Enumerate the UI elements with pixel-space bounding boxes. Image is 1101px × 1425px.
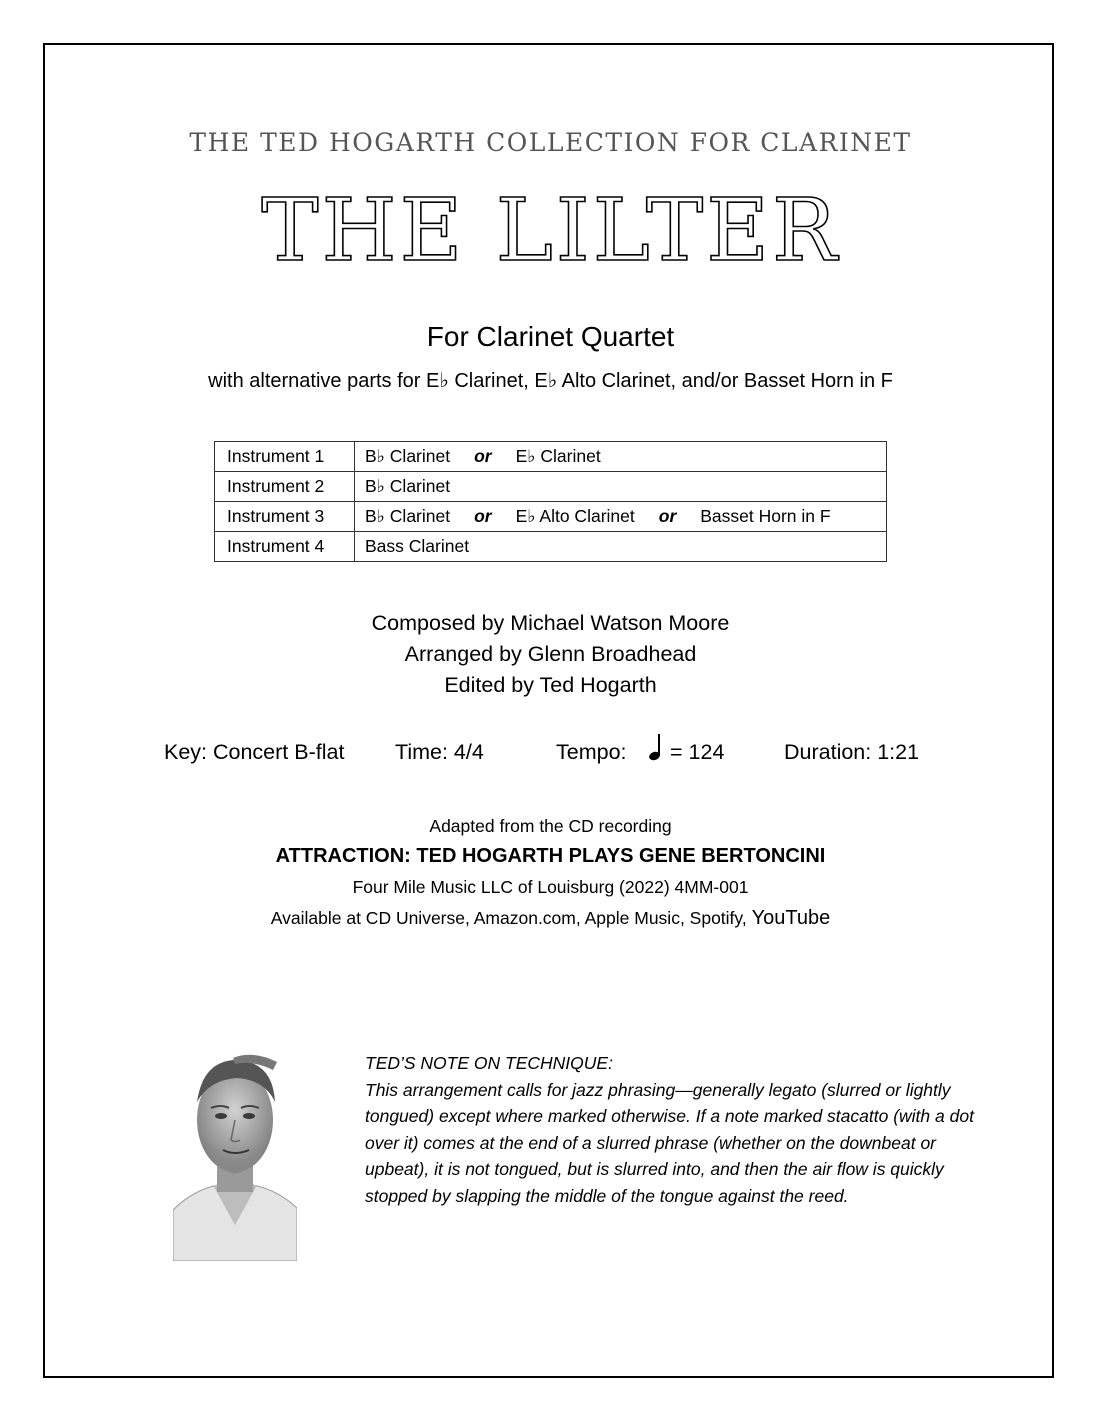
availability-youtube: YouTube [751,907,831,929]
instrument-options [355,472,887,502]
portrait-photo [173,1050,297,1261]
editor-credit: Edited by Ted Hogarth [444,673,657,697]
technique-note-body: This arrangement calls for jazz phrasing—generally legato (slurred or lightly tongued) except where marked otherwise. If a note marked stacatto (with a dot over it) comes at the end of a slurred phrase (whether on the downbeat or upbeat), it is not tongued, but is slurred into, and then the air flow is quickly stopped by slapping the middle of the tongue against the reed. [365,1079,974,1206]
instrument-option: B♭ Clarinet [365,505,451,526]
portrait-photo-icon [173,1050,297,1261]
cd-title: ATTRACTION: TED HOGARTH PLAYS GENE BERTONCINI [275,845,826,867]
instrument-table [214,441,887,562]
technique-note [365,1050,985,1209]
time-signature: Time: 4/4 [395,740,484,764]
piece-metadata [0,738,1101,772]
subtitle: For Clarinet Quartet [426,321,675,352]
instrument-option: B♭ Clarinet [365,445,451,466]
table-row [215,472,887,502]
credits [0,608,1101,701]
instrument-options [355,502,887,532]
instrument-label: Instrument 4 [215,532,355,562]
table-row [215,532,887,562]
instrument-option: B♭ Clarinet [365,475,451,496]
series-title: THE TED HOGARTH COLLECTION FOR CLARINET [189,128,912,157]
page-title: THE LILTER [261,181,840,281]
instrument-options [355,442,887,472]
composer-credit: Composed by Michael Watson Moore [371,611,730,635]
instrument-option: E♭ Clarinet [515,445,601,466]
or-word: or [658,505,677,526]
instrument-options [355,532,887,562]
instrument-option: Bass Clarinet [365,535,470,556]
alternative-parts: with alternative parts for E♭ Clarinet, E♭ Alto Clarinet, and/or Basset Horn in F [208,370,893,392]
instrument-label: Instrument 1 [215,442,355,472]
tempo-value: = 124 [670,740,725,764]
availability [0,907,1101,930]
duration: Duration: 1:21 [784,740,920,764]
technique-note-heading: TED’S NOTE ON TECHNIQUE: [365,1053,613,1073]
key-info: Key: Concert B-flat [164,740,345,764]
or-word: or [474,505,492,526]
record-label: Four Mile Music LLC of Louisburg (2022) 4MM-001 [352,877,749,897]
instrument-label: Instrument 2 [215,472,355,502]
table-row [215,502,887,532]
instrument-option: Basset Horn in F [700,505,831,526]
arranger-credit: Arranged by Glenn Broadhead [404,642,697,666]
instrument-option: E♭ Alto Clarinet [515,505,635,526]
tempo-label: Tempo: [556,740,627,764]
or-word: or [474,445,492,466]
adapted-from: Adapted from the CD recording [429,816,672,836]
availability-text: Available at CD Universe, Amazon.com, Apple Music, Spotify, [270,908,747,928]
instrument-label: Instrument 3 [215,502,355,532]
table-row [215,442,887,472]
